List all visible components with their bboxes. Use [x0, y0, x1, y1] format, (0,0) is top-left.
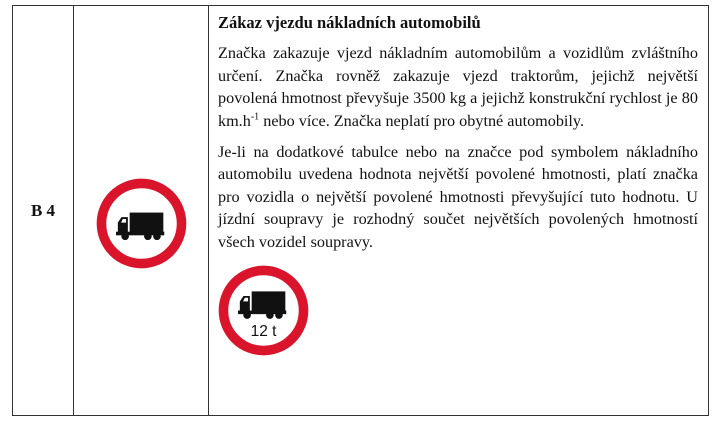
sign-description-cell	[209, 6, 708, 415]
description-paragraph-2: Je-li na dodatkové tabulce nebo na značce pod symbolem nákladního automobilu uvedena hodnota největší povolené hmotnosti, platí značka pro vozidla o největší povolené hmotnosti převyšující tuto hodnotu. U jízdní soupravy je rozhodný součet největších povolených hmotností všech vozidel soupravy.	[218, 143, 698, 251]
sign-image-cell	[74, 6, 209, 415]
no-trucks-over-12t-sign-icon	[218, 265, 309, 356]
sign-title: Zákaz vjezdu nákladních automobilů	[218, 13, 481, 32]
sign-code: B 4	[30, 200, 56, 220]
description-paragraph-1-text: Značka zakazuje vjezd nákladním automobilům a vozidlům zvláštního určení. Značka rovněž zakazuje vjezd traktorům, jejichž největší povolená hmotnost převyšuje 3500 kg a jejichž konstrukční rychlost je 80 km.h	[218, 44, 698, 130]
sign-code-cell	[13, 6, 74, 415]
unit-exponent: -1	[250, 111, 260, 123]
weight-limit-label: 12 t	[250, 323, 277, 341]
description-paragraph-1	[218, 42, 698, 132]
description-paragraph-1-text-end: nebo více. Značka neplatí pro obytné automobily.	[259, 111, 585, 130]
sign-table	[12, 5, 709, 416]
no-trucks-sign-icon	[96, 178, 187, 269]
